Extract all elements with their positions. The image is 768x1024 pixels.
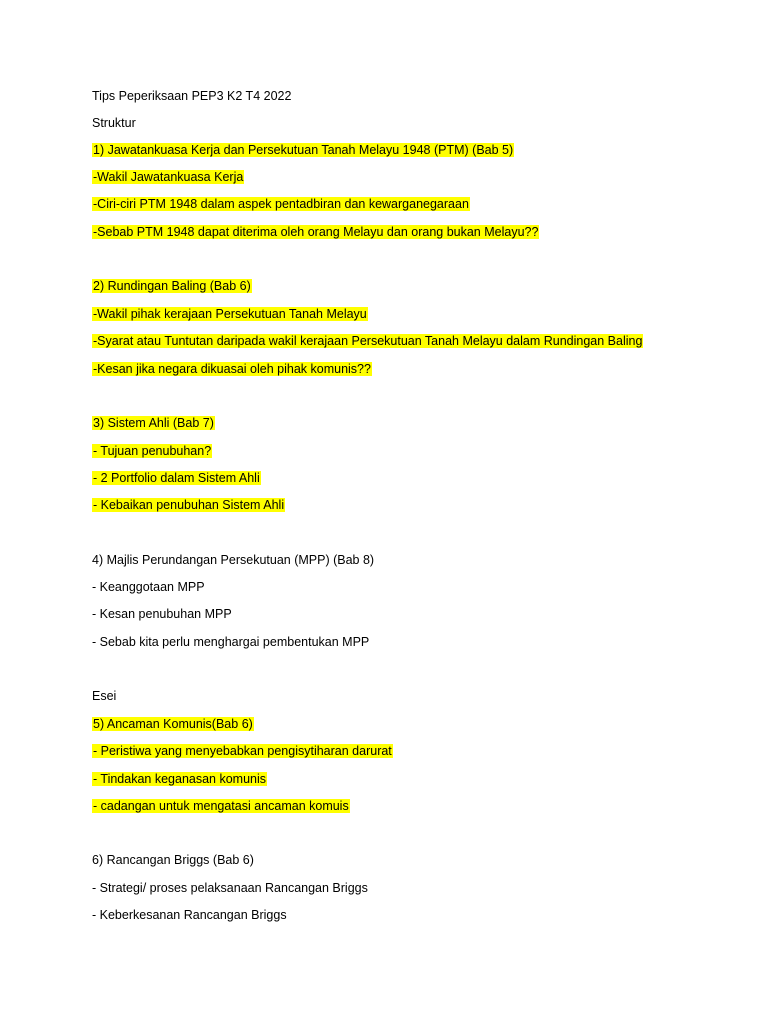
topic-1-heading xyxy=(92,142,514,159)
highlighted-text: 3) Sistem Ahli (Bab 7) xyxy=(93,416,214,430)
highlighted-text: 5) Ancaman Komunis(Bab 6) xyxy=(93,717,253,731)
highlighted-text: -Sebab PTM 1948 dapat diterima oleh orang Melayu dan orang bukan Melayu?? xyxy=(93,225,539,239)
topic-3-heading xyxy=(92,415,215,432)
topic-5-point-3 xyxy=(92,798,350,815)
highlighted-text: -Ciri-ciri PTM 1948 dalam aspek pentadbiran dan kewarganegaraan xyxy=(93,197,469,211)
highlighted-text: 1) Jawatankuasa Kerja dan Persekutuan Tanah Melayu 1948 (PTM) (Bab 5) xyxy=(93,143,514,157)
section-heading-struktur: Struktur xyxy=(92,116,136,130)
highlighted-text: - Peristiwa yang menyebabkan pengisytiharan darurat xyxy=(93,744,392,758)
topic-2-point-3 xyxy=(92,361,372,378)
topic-4-point-2: - Kesan penubuhan MPP xyxy=(92,607,232,621)
topic-1-point-1 xyxy=(92,169,244,186)
topic-1-point-2 xyxy=(92,196,470,213)
highlighted-text: - Kebaikan penubuhan Sistem Ahli xyxy=(93,498,285,512)
highlighted-text: -Wakil Jawatankuasa Kerja xyxy=(93,170,244,184)
topic-4-point-3: - Sebab kita perlu menghargai pembentukan MPP xyxy=(92,635,370,649)
topic-4-heading: 4) Majlis Perundangan Persekutuan (MPP) (Bab 8) xyxy=(92,553,375,567)
topic-5-heading xyxy=(92,716,254,733)
topic-5-point-2 xyxy=(92,771,267,788)
document-title: Tips Peperiksaan PEP3 K2 T4 2022 xyxy=(92,89,292,103)
section-heading-esei: Esei xyxy=(92,689,117,703)
topic-2-point-2 xyxy=(92,333,643,350)
topic-6-heading: 6) Rancangan Briggs (Bab 6) xyxy=(92,853,254,867)
highlighted-text: - Tujuan penubuhan? xyxy=(93,444,212,458)
topic-6-point-2: - Keberkesanan Rancangan Briggs xyxy=(92,908,287,922)
highlighted-text: -Wakil pihak kerajaan Persekutuan Tanah Melayu xyxy=(93,307,367,321)
topic-4-point-1: - Keanggotaan MPP xyxy=(92,580,205,594)
topic-2-point-1 xyxy=(92,306,368,323)
highlighted-text: - cadangan untuk mengatasi ancaman komuis xyxy=(93,799,349,813)
topic-3-point-2 xyxy=(92,470,261,487)
topic-6-point-1: - Strategi/ proses pelaksanaan Rancangan Briggs xyxy=(92,881,368,895)
highlighted-text: - Tindakan keganasan komunis xyxy=(93,772,267,786)
topic-1-point-3 xyxy=(92,224,539,241)
topic-3-point-1 xyxy=(92,443,212,460)
topic-3-point-3 xyxy=(92,497,285,514)
highlighted-text: 2) Rundingan Baling (Bab 6) xyxy=(93,279,251,293)
highlighted-text: -Syarat atau Tuntutan daripada wakil kerajaan Persekutuan Tanah Melayu dalam Rundingan Baling xyxy=(93,334,643,348)
highlighted-text: - 2 Portfolio dalam Sistem Ahli xyxy=(93,471,260,485)
topic-2-heading xyxy=(92,278,252,295)
topic-5-point-1 xyxy=(92,743,393,760)
highlighted-text: -Kesan jika negara dikuasai oleh pihak komunis?? xyxy=(93,362,371,376)
